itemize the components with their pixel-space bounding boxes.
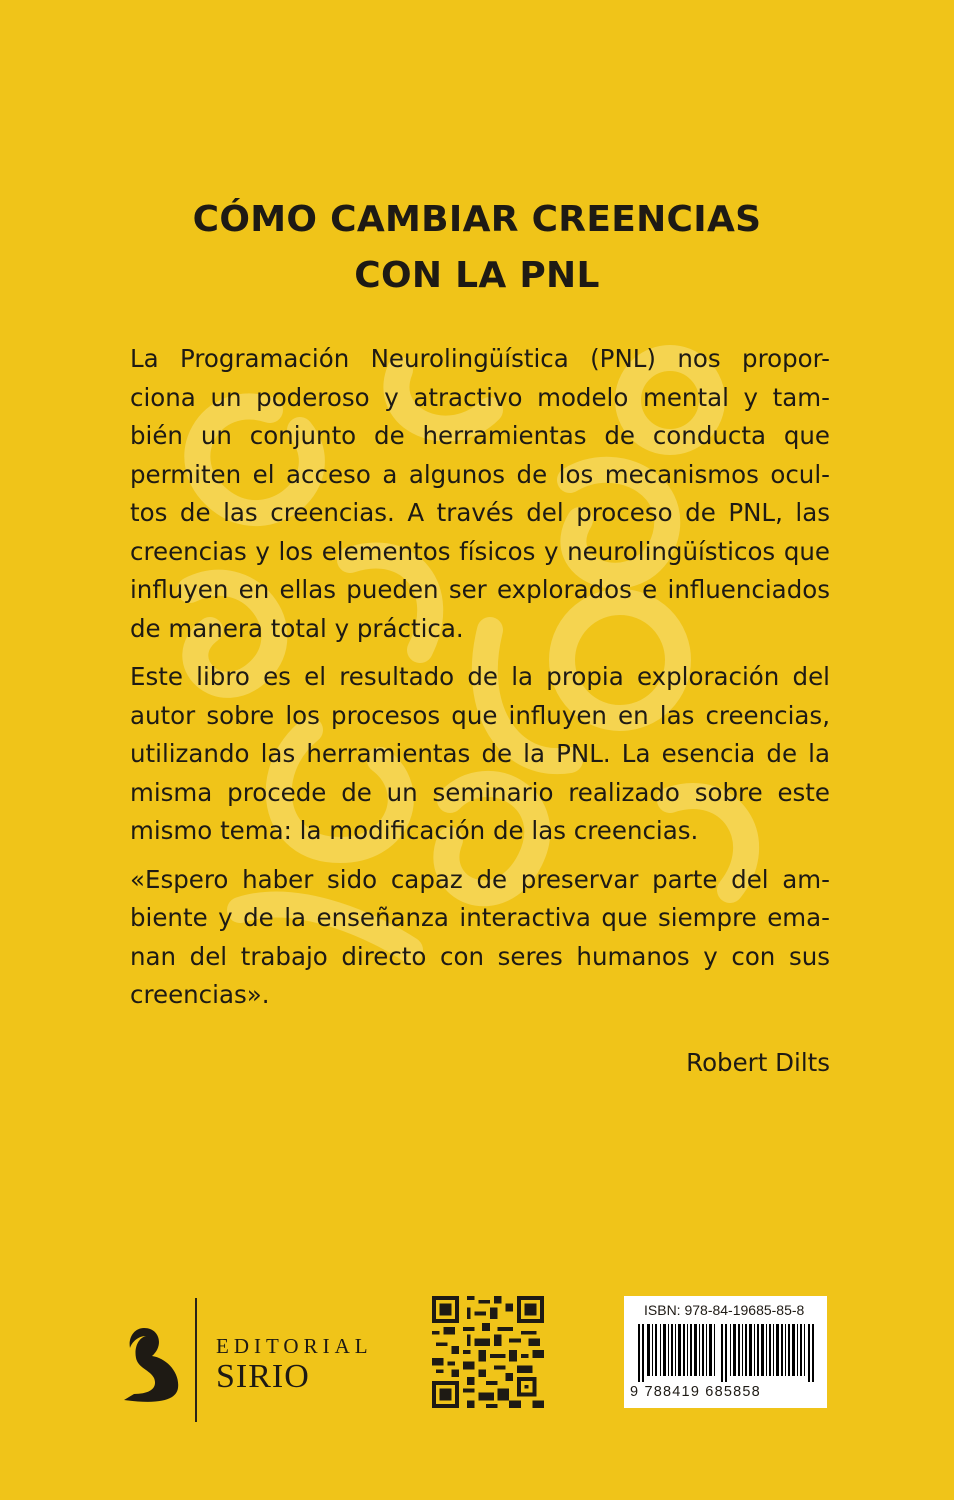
isbn-digits: 9 788419 685858 (630, 1384, 761, 1400)
swan-icon (124, 1328, 180, 1402)
text-line: autor sobre los procesos que influyen en las creencias, (130, 700, 830, 730)
book-title (0, 192, 954, 304)
paragraph-3-quote (130, 861, 830, 1015)
title-line-1: CÓMO CAMBIAR CREENCIAS (192, 199, 762, 240)
publisher-logo (124, 1298, 384, 1422)
text-line: creencias y los elementos físicos y neurolingüísticos que (130, 536, 830, 566)
qr-code-icon (432, 1296, 544, 1408)
text-line: permiten el acceso a algunos de los mecanismos ocul- (130, 459, 830, 489)
barcode (624, 1296, 827, 1408)
title-line-2: CON LA PNL (354, 255, 600, 296)
publisher-name-line-1: EDITORIAL (216, 1334, 373, 1358)
text-line: biente y de la enseñanza interactiva que siempre ema- (130, 903, 830, 932)
text-line: utilizando las herramientas de la PNL. La esencia de la (130, 739, 830, 768)
synopsis (130, 340, 830, 1025)
isbn-label: ISBN: 978-84-19685-85-8 (644, 1302, 805, 1318)
text-line: nan del trabajo directo con seres humanos y con sus (130, 941, 830, 971)
text-line: «Espero haber sido capaz de preservar parte del am- (130, 864, 830, 894)
text-line: La Programación Neurolingüística (PNL) nos propor- (130, 344, 830, 373)
text-line: ciona un poderoso y atractivo modelo mental y tam- (130, 382, 830, 412)
publisher-name (216, 1334, 373, 1396)
text-line: tos de las creencias. A través del proceso de PNL, las (130, 498, 830, 527)
publisher-name-line-2: SIRIO (216, 1358, 310, 1395)
barcode-icon (638, 1324, 814, 1382)
paragraph-2 (130, 658, 830, 851)
paragraph-1 (130, 340, 830, 648)
author-signature: Robert Dilts (686, 1048, 830, 1077)
text-line: influyen en ellas pueden ser explorados e influenciados (130, 575, 830, 604)
text-line: de manera total y práctica. (130, 613, 464, 643)
text-line: creencias». (130, 980, 270, 1009)
text-line: bién un conjunto de herramientas de conducta que (130, 421, 830, 450)
publisher-divider (195, 1298, 197, 1422)
text-line: mismo tema: la modificación de las creencias. (130, 816, 699, 845)
text-line: Este libro es el resultado de la propia exploración del (130, 662, 830, 691)
text-line: misma procede de un seminario realizado sobre este (130, 777, 830, 807)
